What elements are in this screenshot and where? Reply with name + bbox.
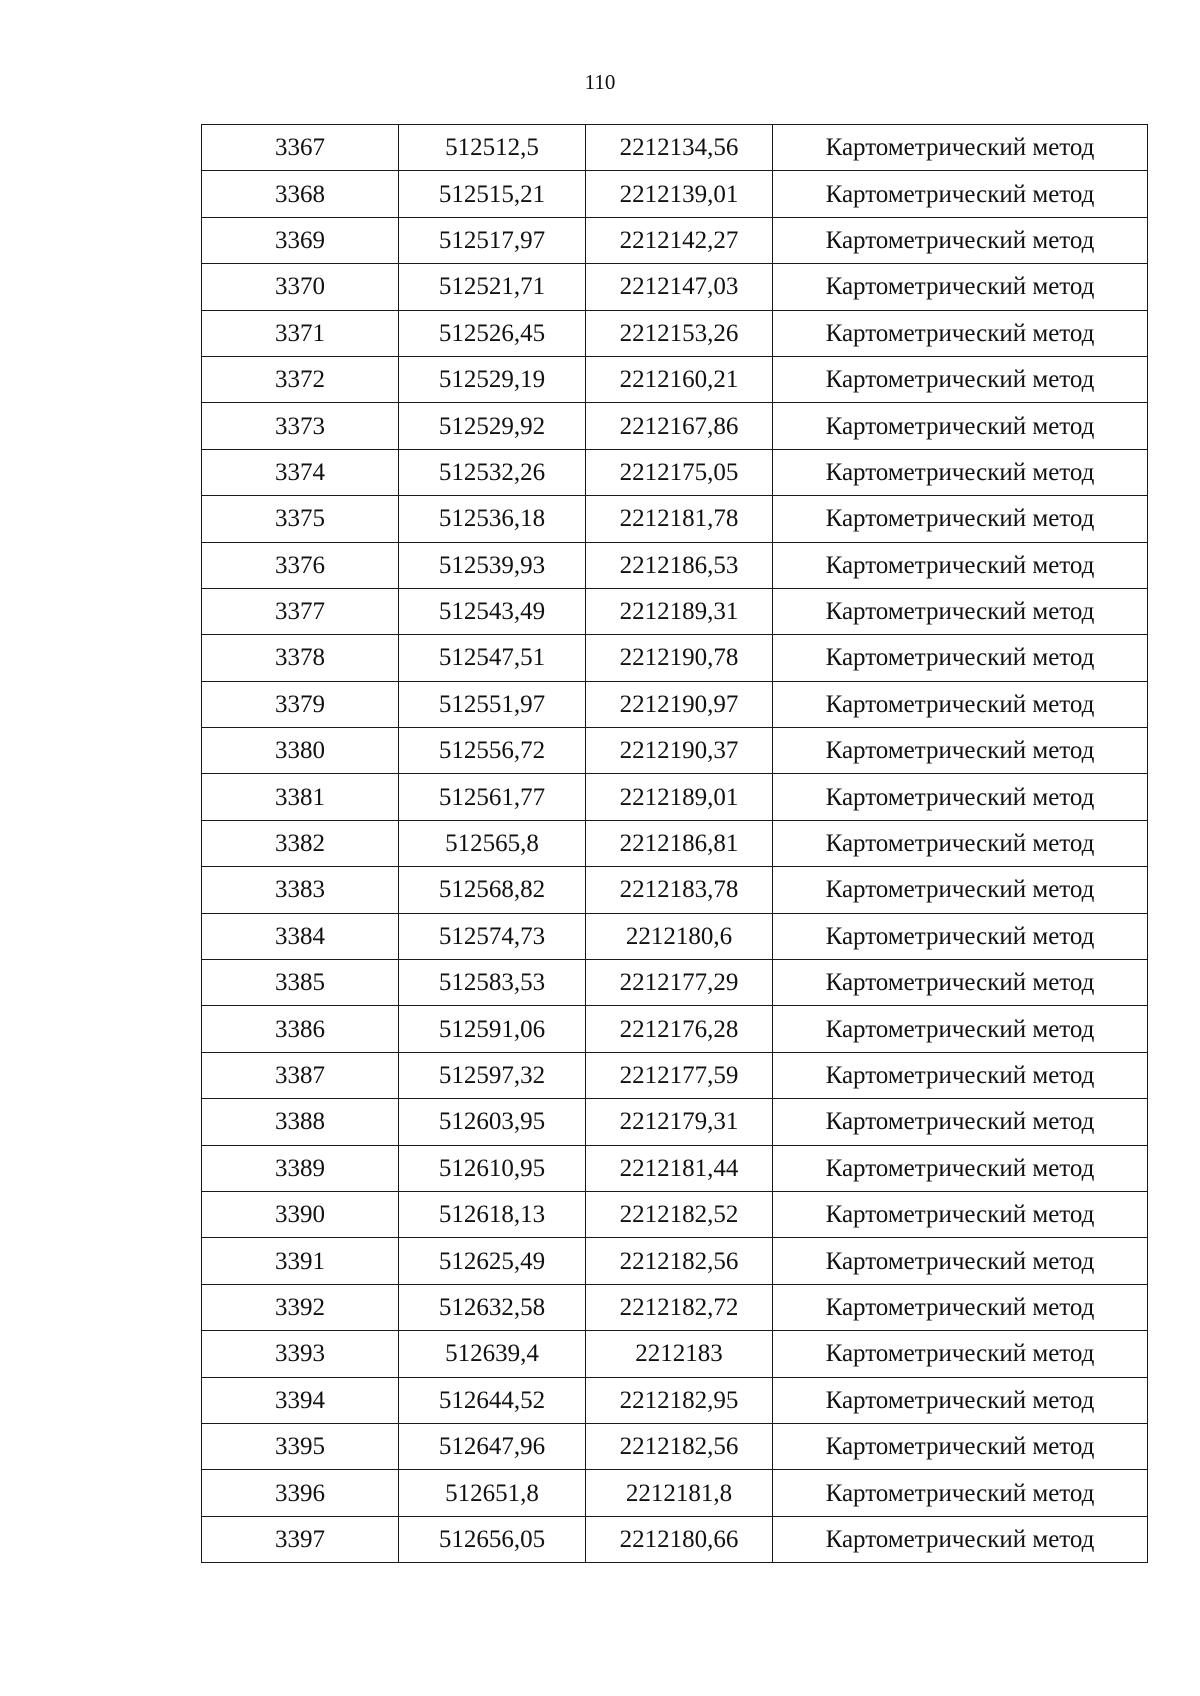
y-coordinate-cell: 2212176,28: [586, 1006, 773, 1052]
x-coordinate-cell: 512591,06: [399, 1006, 586, 1052]
x-coordinate-cell: 512561,77: [399, 774, 586, 820]
point-number-cell: 3387: [202, 1052, 399, 1098]
x-coordinate-cell: 512583,53: [399, 960, 586, 1006]
point-number-cell: 3367: [202, 125, 399, 171]
y-coordinate-cell: 2212190,37: [586, 728, 773, 774]
x-coordinate-cell: 512656,05: [399, 1516, 586, 1562]
table-row: [202, 1006, 1148, 1052]
point-number-cell: 3375: [202, 496, 399, 542]
point-number-cell: 3390: [202, 1191, 399, 1237]
y-coordinate-cell: 2212167,86: [586, 403, 773, 449]
point-number-cell: 3369: [202, 217, 399, 263]
table-row: [202, 1470, 1148, 1516]
y-coordinate-cell: 2212139,01: [586, 171, 773, 217]
table-row: [202, 867, 1148, 913]
method-cell: Картометрический метод: [773, 264, 1148, 310]
x-coordinate-cell: 512521,71: [399, 264, 586, 310]
y-coordinate-cell: 2212182,95: [586, 1377, 773, 1423]
method-cell: Картометрический метод: [773, 820, 1148, 866]
table-row: [202, 681, 1148, 727]
x-coordinate-cell: 512644,52: [399, 1377, 586, 1423]
y-coordinate-cell: 2212183,78: [586, 867, 773, 913]
point-number-cell: 3385: [202, 960, 399, 1006]
x-coordinate-cell: 512556,72: [399, 728, 586, 774]
table-row: [202, 217, 1148, 263]
table-row: [202, 1052, 1148, 1098]
y-coordinate-cell: 2212160,21: [586, 356, 773, 402]
method-cell: Картометрический метод: [773, 1145, 1148, 1191]
point-number-cell: 3371: [202, 310, 399, 356]
point-number-cell: 3379: [202, 681, 399, 727]
method-cell: Картометрический метод: [773, 310, 1148, 356]
x-coordinate-cell: 512512,5: [399, 125, 586, 171]
point-number-cell: 3376: [202, 542, 399, 588]
x-coordinate-cell: 512515,21: [399, 171, 586, 217]
point-number-cell: 3381: [202, 774, 399, 820]
y-coordinate-cell: 2212177,29: [586, 960, 773, 1006]
y-coordinate-cell: 2212147,03: [586, 264, 773, 310]
y-coordinate-cell: 2212134,56: [586, 125, 773, 171]
point-number-cell: 3394: [202, 1377, 399, 1423]
y-coordinate-cell: 2212190,97: [586, 681, 773, 727]
table-row: [202, 1516, 1148, 1562]
table-row: [202, 310, 1148, 356]
x-coordinate-cell: 512610,95: [399, 1145, 586, 1191]
x-coordinate-cell: 512536,18: [399, 496, 586, 542]
coordinates-table: [201, 124, 1148, 1563]
x-coordinate-cell: 512632,58: [399, 1284, 586, 1330]
table-row: [202, 356, 1148, 402]
x-coordinate-cell: 512529,19: [399, 356, 586, 402]
x-coordinate-cell: 512539,93: [399, 542, 586, 588]
method-cell: Картометрический метод: [773, 125, 1148, 171]
point-number-cell: 3372: [202, 356, 399, 402]
table-row: [202, 1238, 1148, 1284]
y-coordinate-cell: 2212175,05: [586, 449, 773, 495]
method-cell: Картометрический метод: [773, 774, 1148, 820]
point-number-cell: 3370: [202, 264, 399, 310]
method-cell: Картометрический метод: [773, 681, 1148, 727]
table-row: [202, 449, 1148, 495]
method-cell: Картометрический метод: [773, 588, 1148, 634]
y-coordinate-cell: 2212182,72: [586, 1284, 773, 1330]
method-cell: Картометрический метод: [773, 1516, 1148, 1562]
method-cell: Картометрический метод: [773, 1423, 1148, 1469]
point-number-cell: 3384: [202, 913, 399, 959]
method-cell: Картометрический метод: [773, 1006, 1148, 1052]
x-coordinate-cell: 512574,73: [399, 913, 586, 959]
page-number: 110: [584, 70, 616, 94]
method-cell: Картометрический метод: [773, 1470, 1148, 1516]
table-row: [202, 1331, 1148, 1377]
table-row: [202, 820, 1148, 866]
method-cell: Картометрический метод: [773, 356, 1148, 402]
y-coordinate-cell: 2212189,31: [586, 588, 773, 634]
x-coordinate-cell: 512532,26: [399, 449, 586, 495]
table-row: [202, 635, 1148, 681]
table-row: [202, 1099, 1148, 1145]
method-cell: Картометрический метод: [773, 1099, 1148, 1145]
point-number-cell: 3386: [202, 1006, 399, 1052]
table-row: [202, 125, 1148, 171]
point-number-cell: 3383: [202, 867, 399, 913]
y-coordinate-cell: 2212142,27: [586, 217, 773, 263]
method-cell: Картометрический метод: [773, 1191, 1148, 1237]
point-number-cell: 3374: [202, 449, 399, 495]
point-number-cell: 3393: [202, 1331, 399, 1377]
method-cell: Картометрический метод: [773, 960, 1148, 1006]
y-coordinate-cell: 2212153,26: [586, 310, 773, 356]
method-cell: Картометрический метод: [773, 913, 1148, 959]
x-coordinate-cell: 512647,96: [399, 1423, 586, 1469]
point-number-cell: 3378: [202, 635, 399, 681]
method-cell: Картометрический метод: [773, 635, 1148, 681]
table-row: [202, 171, 1148, 217]
y-coordinate-cell: 2212179,31: [586, 1099, 773, 1145]
method-cell: Картометрический метод: [773, 217, 1148, 263]
point-number-cell: 3368: [202, 171, 399, 217]
method-cell: Картометрический метод: [773, 171, 1148, 217]
method-cell: Картометрический метод: [773, 867, 1148, 913]
x-coordinate-cell: 512526,45: [399, 310, 586, 356]
x-coordinate-cell: 512603,95: [399, 1099, 586, 1145]
table-row: [202, 1284, 1148, 1330]
point-number-cell: 3388: [202, 1099, 399, 1145]
y-coordinate-cell: 2212186,53: [586, 542, 773, 588]
point-number-cell: 3391: [202, 1238, 399, 1284]
x-coordinate-cell: 512597,32: [399, 1052, 586, 1098]
point-number-cell: 3392: [202, 1284, 399, 1330]
method-cell: Картометрический метод: [773, 728, 1148, 774]
y-coordinate-cell: 2212180,6: [586, 913, 773, 959]
y-coordinate-cell: 2212182,56: [586, 1238, 773, 1284]
y-coordinate-cell: 2212183: [586, 1331, 773, 1377]
point-number-cell: 3395: [202, 1423, 399, 1469]
point-number-cell: 3380: [202, 728, 399, 774]
table-row: [202, 1145, 1148, 1191]
table-row: [202, 728, 1148, 774]
table-body: [202, 125, 1148, 1563]
method-cell: Картометрический метод: [773, 496, 1148, 542]
table-row: [202, 496, 1148, 542]
y-coordinate-cell: 2212180,66: [586, 1516, 773, 1562]
x-coordinate-cell: 512565,8: [399, 820, 586, 866]
x-coordinate-cell: 512529,92: [399, 403, 586, 449]
method-cell: Картометрический метод: [773, 1331, 1148, 1377]
x-coordinate-cell: 512543,49: [399, 588, 586, 634]
method-cell: Картометрический метод: [773, 449, 1148, 495]
y-coordinate-cell: 2212189,01: [586, 774, 773, 820]
x-coordinate-cell: 512568,82: [399, 867, 586, 913]
table-row: [202, 403, 1148, 449]
x-coordinate-cell: 512625,49: [399, 1238, 586, 1284]
y-coordinate-cell: 2212181,8: [586, 1470, 773, 1516]
x-coordinate-cell: 512651,8: [399, 1470, 586, 1516]
y-coordinate-cell: 2212182,52: [586, 1191, 773, 1237]
table-row: [202, 1191, 1148, 1237]
y-coordinate-cell: 2212182,56: [586, 1423, 773, 1469]
x-coordinate-cell: 512639,4: [399, 1331, 586, 1377]
point-number-cell: 3373: [202, 403, 399, 449]
point-number-cell: 3382: [202, 820, 399, 866]
y-coordinate-cell: 2212177,59: [586, 1052, 773, 1098]
point-number-cell: 3377: [202, 588, 399, 634]
y-coordinate-cell: 2212186,81: [586, 820, 773, 866]
table-row: [202, 264, 1148, 310]
x-coordinate-cell: 512551,97: [399, 681, 586, 727]
table-row: [202, 1423, 1148, 1469]
table-row: [202, 913, 1148, 959]
method-cell: Картометрический метод: [773, 1377, 1148, 1423]
method-cell: Картометрический метод: [773, 1052, 1148, 1098]
table-row: [202, 542, 1148, 588]
method-cell: Картометрический метод: [773, 1238, 1148, 1284]
x-coordinate-cell: 512517,97: [399, 217, 586, 263]
point-number-cell: 3397: [202, 1516, 399, 1562]
y-coordinate-cell: 2212181,44: [586, 1145, 773, 1191]
method-cell: Картометрический метод: [773, 1284, 1148, 1330]
table-row: [202, 774, 1148, 820]
y-coordinate-cell: 2212190,78: [586, 635, 773, 681]
table-row: [202, 1377, 1148, 1423]
x-coordinate-cell: 512547,51: [399, 635, 586, 681]
table-row: [202, 960, 1148, 1006]
method-cell: Картометрический метод: [773, 403, 1148, 449]
table-row: [202, 588, 1148, 634]
method-cell: Картометрический метод: [773, 542, 1148, 588]
y-coordinate-cell: 2212181,78: [586, 496, 773, 542]
x-coordinate-cell: 512618,13: [399, 1191, 586, 1237]
point-number-cell: 3389: [202, 1145, 399, 1191]
point-number-cell: 3396: [202, 1470, 399, 1516]
